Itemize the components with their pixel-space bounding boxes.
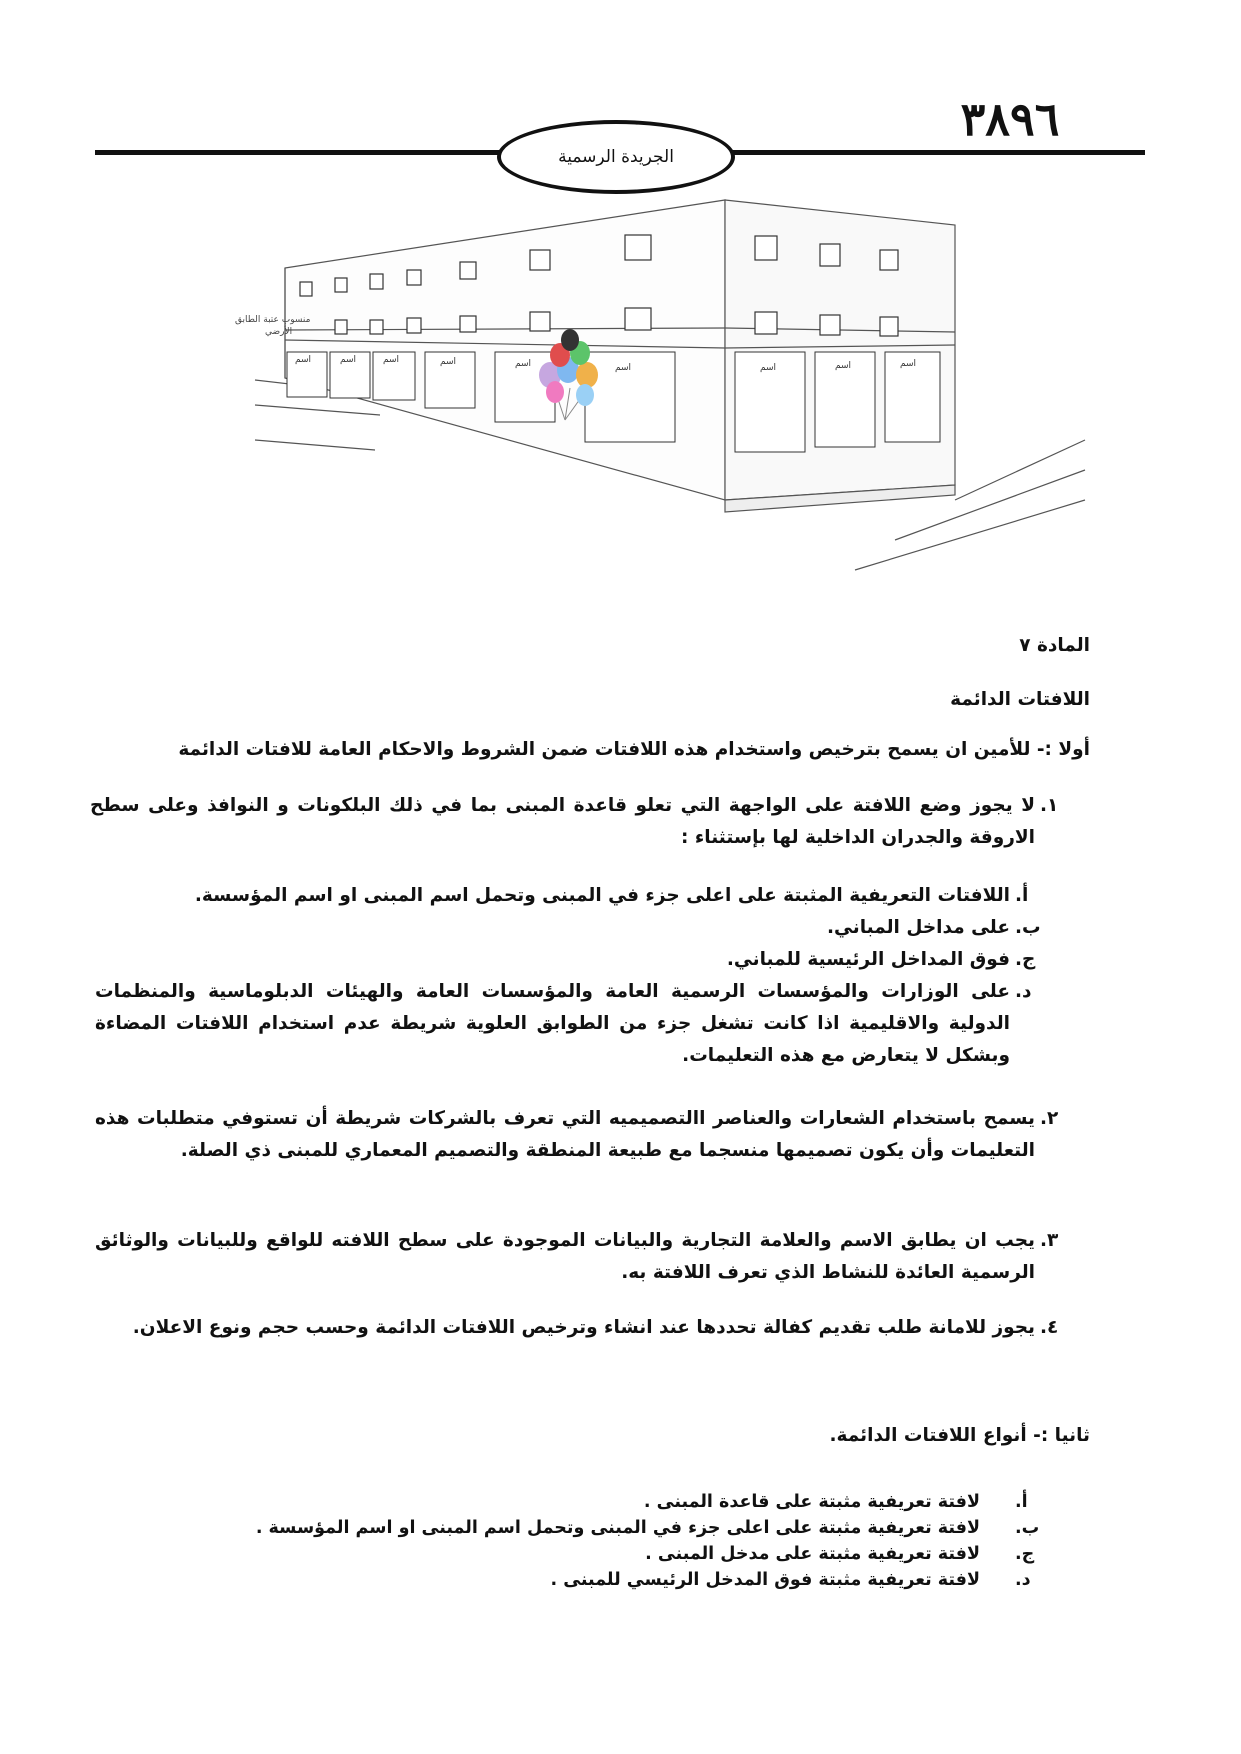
shop-sign: اسم: [295, 355, 312, 365]
ground-floor-label: منسوب عتبة الطابق: [235, 315, 311, 325]
item-number: ٣.: [1040, 1230, 1059, 1251]
gazette-title-badge: [497, 120, 735, 194]
exception-label: أ.: [1015, 885, 1029, 906]
item-text: يسمح باستخدام الشعارات والعناصر االتصميميه التي تعرف بالشركات شريطة أن تستوفي متطلبات هذه التعليمات وأن يكون تصميمها منسجما مع طبيعة المنطقة والتصميم المعماري للمبنى ذي الصلة.: [95, 1108, 1035, 1161]
gazette-title: الجريدة الرسمية: [558, 147, 674, 167]
item-number: ٢.: [1040, 1108, 1059, 1129]
exception-text: على مداخل المباني.: [827, 917, 1010, 938]
first-heading: أولا :- للأمين ان يسمح بترخيص واستخدام هذه اللافتات ضمن الشروط والاحكام العامة للافتات الدائمة: [178, 739, 1090, 760]
exception-label: د.: [1015, 981, 1032, 1002]
article-subtitle: اللافتات الدائمة: [950, 689, 1090, 710]
exception-text: فوق المداخل الرئيسية للمباني.: [726, 949, 1010, 970]
ground-floor-label-2: الأرضي: [265, 327, 293, 337]
item-text: لا يجوز وضع اللافتة على الواجهة التي تعلو قاعدة المبنى بما في ذلك البلكونات و النوافذ وعلى سطح الاروقة والجدران الداخلية لها بإستثناء :: [90, 795, 1035, 848]
shop-sign: اسم: [835, 361, 852, 371]
shop-sign: اسم: [760, 363, 777, 373]
exception-text: اللافتات التعريفية المثبتة على اعلى جزء في المبنى وتحمل اسم المبنى او اسم المؤسسة.: [194, 885, 1010, 906]
type-label: ج.: [1015, 1544, 1035, 1564]
exception-label: ج.: [1015, 949, 1036, 970]
type-label: ب.: [1015, 1518, 1040, 1538]
shop-sign: اسم: [615, 363, 632, 373]
type-text: لافتة تعريفية مثبتة فوق المدخل الرئيسي للمبنى .: [550, 1570, 980, 1590]
building-illustration: [235, 200, 1085, 570]
article-title: المادة ٧: [1019, 635, 1090, 656]
shop-sign: اسم: [900, 359, 917, 369]
page-number: ٣٨٩٦: [960, 92, 1060, 146]
type-label: أ.: [1015, 1492, 1028, 1512]
type-label: د.: [1015, 1570, 1031, 1590]
shop-sign: اسم: [340, 355, 357, 365]
item-text: يجوز للامانة طلب تقديم كفالة تحددها عند انشاء وترخيص اللافتات الدائمة وحسب حجم ونوع الاعلان.: [132, 1317, 1035, 1338]
second-heading: ثانيا :- أنواع اللافتات الدائمة.: [829, 1425, 1090, 1446]
shop-sign: اسم: [515, 359, 532, 369]
item-text: يجب ان يطابق الاسم والعلامة التجارية والبيانات الموجودة على سطح اللافته للواقع وللبيانات والوثائق الرسمية العائدة للنشاط الذي تعرف اللافتة به.: [95, 1230, 1035, 1283]
item-number: ٤.: [1040, 1317, 1059, 1338]
item-number: ١.: [1040, 795, 1059, 816]
exception-text: على الوزارات والمؤسسات الرسمية العامة والمؤسسات العامة والهيئات الدبلوماسية والمنظمات الدولية والاقليمية اذا كانت تشغل جزء من الطوابق العلوية شريطة عدم استخدام اللافتات المضاءة وبشكل لا يتعارض مع هذه التعليمات.: [95, 981, 1010, 1066]
shop-sign: اسم: [383, 355, 400, 365]
type-text: لافتة تعريفية مثبتة على اعلى جزء في المبنى وتحمل اسم المبنى او اسم المؤسسة .: [255, 1518, 980, 1538]
exception-label: ب.: [1015, 917, 1041, 938]
type-text: لافتة تعريفية مثبتة على قاعدة المبنى .: [643, 1492, 980, 1512]
type-text: لافتة تعريفية مثبتة على مدخل المبنى .: [645, 1544, 980, 1564]
shop-sign: اسم: [440, 357, 457, 367]
